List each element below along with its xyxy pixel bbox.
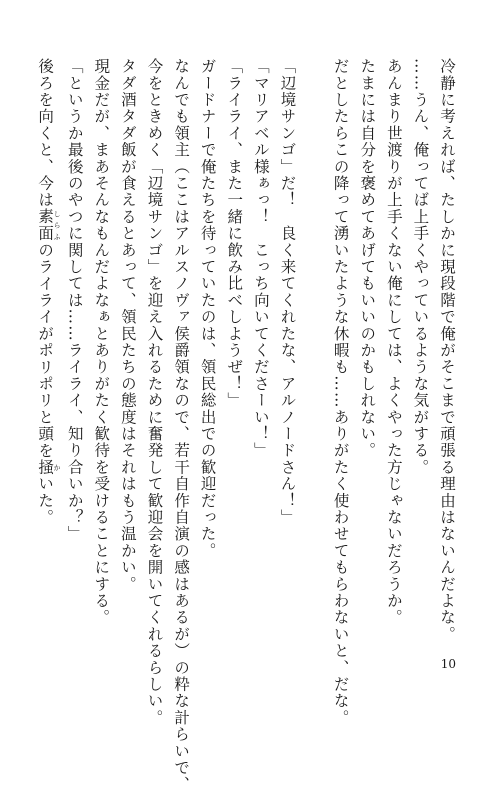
text-line: 現金だが、まあそんなもんだよなぁとありがたく歓待を受けることにする。 <box>92 58 111 626</box>
text-line: だとしたらこの降って湧いたような休暇も……ありがたく使わせてもらわないと、だな。 <box>331 58 350 726</box>
ruby-reading: か <box>53 458 62 476</box>
paragraph-gap <box>300 58 327 618</box>
text-line: 「辺境サンゴ」だ！ 良く来てくれたな、アルノードさん！」 <box>278 58 297 526</box>
text-segment: のライライがポリポリと頭を <box>36 241 55 459</box>
text-line: 今をときめく「辺境サンゴ」を迎え入れるために奮発して歓迎会を開いてくれるらしい。 <box>145 58 164 726</box>
text-line: 「というか最後のやつに関しては……ライライ、知り合いか？」 <box>65 58 84 543</box>
text-line: なんでも領主（ここはアルスノヴァ侯爵領なので、若干自作自演の感はあるが）の粋な計らいで、 <box>172 58 191 793</box>
text-line: たまには自分を褒めてあげてもいいのかもしれない。 <box>358 58 377 459</box>
text-line: 「ライライ、また一緒に飲み比べしようぜ！」 <box>225 58 244 409</box>
ruby-base: 素面 <box>36 208 55 242</box>
text-line-with-ruby <box>32 58 62 618</box>
text-line: ……うん、俺ってば上手くやっているような気がする。 <box>411 58 430 476</box>
ruby-annotation <box>36 208 62 242</box>
text-segment: 後ろを向くと、今は <box>36 58 55 209</box>
ruby-base: 掻 <box>36 458 55 476</box>
text-line: 「マリアベル様ぁっ！ こっち向いてくださーい！」 <box>251 58 270 459</box>
ruby-reading: しらふ <box>53 208 62 242</box>
text-segment: いた。 <box>36 475 55 526</box>
page-number: 10 <box>440 657 456 671</box>
ruby-annotation <box>36 458 62 476</box>
text-line: 冷静に考えれば、たしかに現段階で俺がそこまで頑張る理由はないんだよな。 <box>438 58 456 643</box>
text-line: ガードナーで俺たちを待っていたのは、領民総出での歓迎だった。 <box>198 58 217 559</box>
text-line: タダ酒タダ飯が食えるとあって、領民たちの態度はそれはもう温かい。 <box>118 58 137 593</box>
text-line: あんまり世渡りが上手くない俺にしては、よくやった方じゃないだろうか。 <box>384 58 403 626</box>
